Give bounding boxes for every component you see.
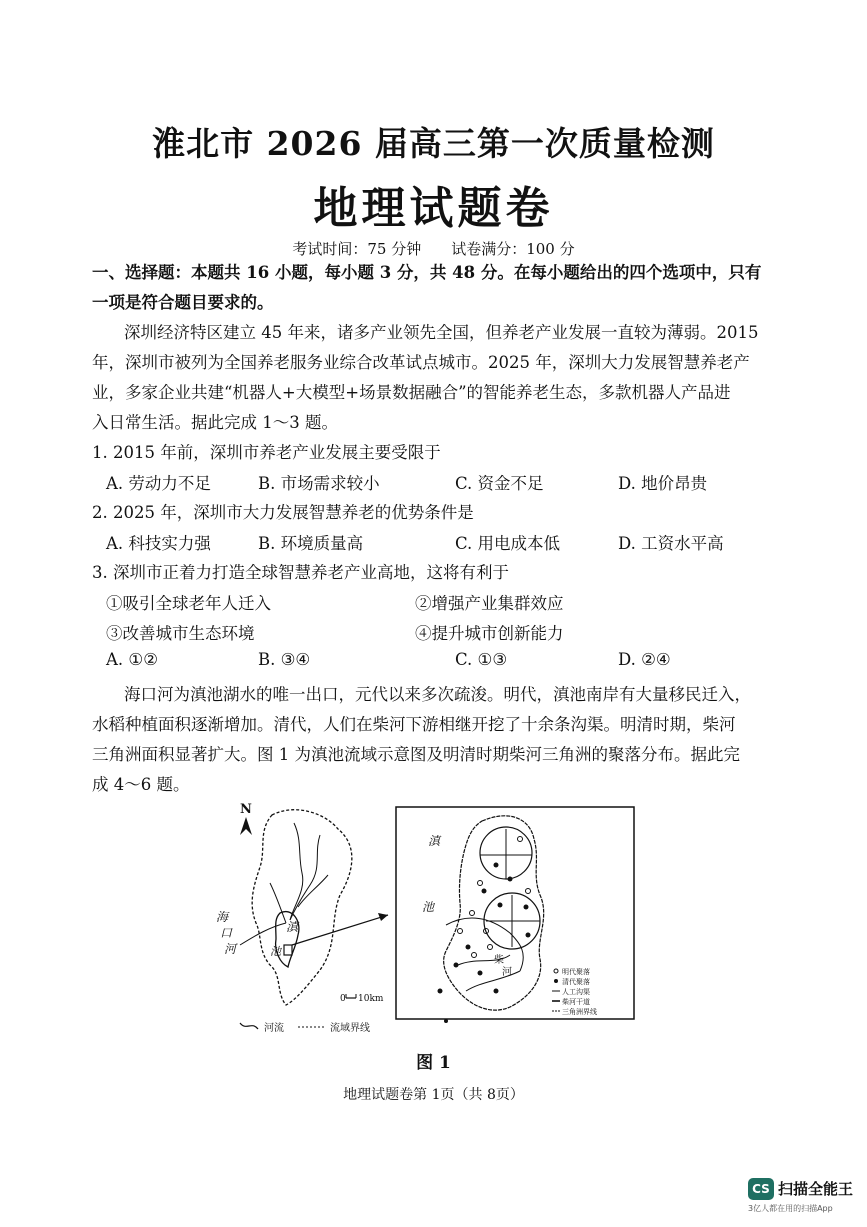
question-1-option-b: B. 市场需求较小 (258, 474, 380, 493)
question-3-statement-2: ②增强产业集群效应 (415, 594, 564, 613)
passage1-line1: 深圳经济特区建立 45 年来，诸多产业领先全国，但养老产业发展一直较为薄弱。2015 (124, 323, 759, 342)
question-3-option-c: C. ①③ (455, 650, 508, 669)
passage2-line3: 三角洲面积显著扩大。图 1 为滇池流域示意图及明清时期柴河三角洲的聚落分布。据此完 (92, 745, 740, 764)
question-2-option-c: C. 用电成本低 (455, 534, 561, 553)
passage2-line1: 海口河为滇池湖水的唯一出口，元代以来多次疏浚。明代，滇池南岸有大量移民迁入， (124, 685, 751, 704)
passage1-line4: 入日常生活。据此完成 1～3 题。 (92, 413, 338, 432)
label-chaihe-2: 河 (502, 967, 512, 978)
question-1-option-c: C. 资金不足 (455, 474, 544, 493)
river-network (240, 823, 328, 945)
question-1-stem: 1. 2015 年前，深圳市养老产业发展主要受限于 (92, 443, 441, 462)
question-1-option-a: A. 劳动力不足 (106, 474, 211, 493)
passage2-line2: 水稻种植面积逐渐增加。清代，人们在柴河下游相继开挖了十余条沟渠。明清时期，柴河 (92, 715, 736, 734)
legend-left (240, 1021, 370, 1034)
basin-boundary (252, 810, 352, 1005)
svg-text:人工沟渠: 人工沟渠 (562, 988, 590, 996)
settlements-qing (438, 863, 531, 1024)
svg-text:清代聚落: 清代聚落 (562, 978, 590, 986)
question-1-option-d: D. 地价昂贵 (618, 474, 708, 493)
svg-text:柴河干道: 柴河干道 (562, 998, 590, 1006)
scanner-watermark (748, 1178, 860, 1220)
passage2-line4: 成 4～6 题。 (92, 775, 190, 794)
svg-text:明代聚落: 明代聚落 (562, 968, 590, 976)
question-2-option-a: A. 科技实力强 (106, 534, 211, 553)
figure-caption: 图 1 (416, 1053, 451, 1073)
figure-1-map (210, 795, 650, 1050)
label-haikouhe-3: 河 (224, 942, 237, 956)
page-footer: 地理试题卷第 1页（共 8页） (343, 1087, 524, 1103)
passage1-line2: 年，深圳市被列为全国养老服务业综合改革试点城市。2025 年，深圳大力发展智慧养老产 (92, 353, 750, 372)
question-3-statement-3: ③改善城市生态环境 (106, 624, 255, 643)
question-3-statement-1: ①吸引全球老年人迁入 (106, 594, 271, 613)
exam-title: 淮北市 2026 届高三第一次质量检测 (152, 124, 715, 163)
exam-info: 考试时间：75 分钟 试卷满分：100 分 (292, 240, 575, 258)
label-chi-right: 池 (422, 900, 435, 914)
svg-text:三角洲界线: 三角洲界线 (562, 1008, 597, 1016)
delta-outline (444, 816, 544, 1010)
watermark-slogan: 3亿人都在用的扫描App (748, 1204, 833, 1213)
inset-pointer-arrow (292, 915, 388, 945)
question-3-statement-4: ④提升城市创新能力 (415, 624, 564, 643)
svg-text:河流: 河流 (264, 1023, 284, 1034)
scale-label: 10km (358, 994, 384, 1004)
label-dian-right: 滇 (428, 834, 441, 848)
watermark-brand: 扫描全能王 (778, 1180, 854, 1198)
question-3-option-d: D. ②④ (618, 650, 671, 669)
svg-text:N: N (240, 802, 252, 817)
svg-text:0: 0 (340, 994, 346, 1004)
passage1-line3: 业，多家企业共建“机器人+大模型+场景数据融合”的智能养老生态，多款机器人产品进 (92, 383, 731, 402)
question-2-option-d: D. 工资水平高 (618, 534, 724, 553)
north-arrow-icon (240, 802, 252, 835)
label-haikouhe-1: 海 (216, 910, 229, 924)
label-dian-left: 滇 (286, 920, 299, 934)
section-instruction-line1: 一、选择题：本题共 16 小题，每小题 3 分，共 48 分。在每小题给出的四个选项中，只有 (92, 263, 762, 282)
question-3-stem: 3. 深圳市正着力打造全球智慧养老产业高地，这将有利于 (92, 563, 509, 582)
question-3-option-a: A. ①② (106, 650, 158, 669)
legend-inset (552, 967, 597, 1016)
question-2-option-b: B. 环境质量高 (258, 534, 364, 553)
label-chaihe-1: 柴 (494, 955, 504, 966)
scale-bar (340, 994, 384, 1004)
question-2-stem: 2. 2025 年，深圳市大力发展智慧养老的优势条件是 (92, 503, 474, 522)
section-instruction-line2: 一项是符合题目要求的。 (92, 293, 274, 312)
label-haikouhe-2: 口 (220, 926, 233, 940)
camscanner-logo-icon: CS (748, 1178, 774, 1200)
label-chi-left: 池 (270, 945, 281, 958)
question-3-option-b: B. ③④ (258, 650, 311, 669)
subject-title: 地理试题卷 (313, 183, 554, 234)
inset-marker (284, 945, 292, 955)
svg-text:流域界线: 流域界线 (330, 1023, 370, 1034)
